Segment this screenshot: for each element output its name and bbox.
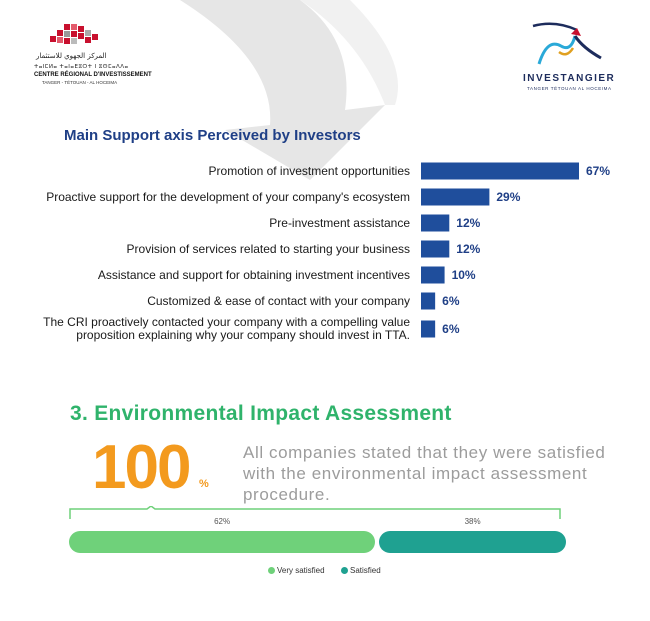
satisfied-percent-label: 38% bbox=[464, 517, 481, 526]
category-label-3: Provision of services related to starting your business bbox=[126, 242, 410, 256]
bar-6 bbox=[421, 321, 435, 338]
very-satisfied-percent-label: 62% bbox=[214, 517, 231, 526]
cri-logo-region: TANGER - TÉTOUAN - AL HOCEIMA bbox=[42, 80, 118, 85]
cri-logo-name: CENTRE RÉGIONAL D'INVESTISSEMENT bbox=[34, 72, 152, 78]
bar-value-label-5: 6% bbox=[442, 294, 460, 308]
cri-logo-tifinagh: ⵜⴰⵏⵎⵍⴰ ⵜⴰⵏⴰⴹⵓⵔⵜ ⵏ ⵓⵙⵎⴰⴷⴷⴰ bbox=[34, 64, 129, 70]
cri-logo-arabic: المركز الجهوي للاستثمار bbox=[36, 52, 107, 60]
bar-value-label-2: 12% bbox=[456, 216, 481, 230]
legend-very-satisfied-label: Very satisfied bbox=[277, 566, 325, 575]
bar-value-label-6: 6% bbox=[442, 322, 460, 336]
chart-title: Main Support axis Perceived by Investors bbox=[64, 127, 361, 144]
big-percentage-number: 100 bbox=[92, 433, 190, 502]
bar-4 bbox=[421, 267, 445, 284]
bar-2 bbox=[421, 215, 449, 232]
category-label-5: Customized & ease of contact with your company bbox=[147, 294, 410, 308]
big-percentage-unit: % bbox=[199, 478, 209, 490]
bar-value-label-3: 12% bbox=[456, 242, 481, 256]
legend-satisfied-label: Satisfied bbox=[350, 566, 381, 575]
legend-very-satisfied bbox=[268, 566, 325, 575]
category-label-4: Assistance and support for obtaining investment incentives bbox=[97, 268, 410, 282]
bar-value-label-0: 67% bbox=[586, 164, 611, 178]
satisfied-segment bbox=[379, 531, 566, 553]
investangier-name: INVESTANGIER bbox=[523, 73, 616, 84]
bar-3 bbox=[421, 241, 449, 258]
very-satisfied-segment bbox=[69, 531, 375, 553]
bar-value-label-4: 10% bbox=[451, 268, 476, 282]
category-label-2: Pre-investment assistance bbox=[269, 216, 410, 230]
category-label-6: The CRI proactively contacted your company with a compelling value proposition explaining why your company should invest in TTA. bbox=[43, 315, 410, 342]
investangier-tagline: TANGER TÉTOUAN AL HOCEIMA bbox=[527, 86, 612, 91]
bar-1 bbox=[421, 189, 489, 206]
legend-very-satisfied-dot bbox=[268, 567, 275, 574]
legend-satisfied bbox=[341, 566, 381, 575]
section-title: 3. Environmental Impact Assessment bbox=[70, 402, 452, 425]
bar-5 bbox=[421, 293, 435, 310]
bar-value-label-1: 29% bbox=[496, 190, 521, 204]
satisfaction-statement: All companies stated that they were satisfied with the environmental impact assessment procedure. bbox=[243, 443, 606, 504]
bar-0 bbox=[421, 163, 579, 180]
category-label-0: Promotion of investment opportunities bbox=[208, 164, 410, 178]
bracket-line bbox=[69, 506, 561, 520]
legend-satisfied-dot bbox=[341, 567, 348, 574]
category-label-1: Proactive support for the development of your company's ecosystem bbox=[46, 190, 410, 204]
